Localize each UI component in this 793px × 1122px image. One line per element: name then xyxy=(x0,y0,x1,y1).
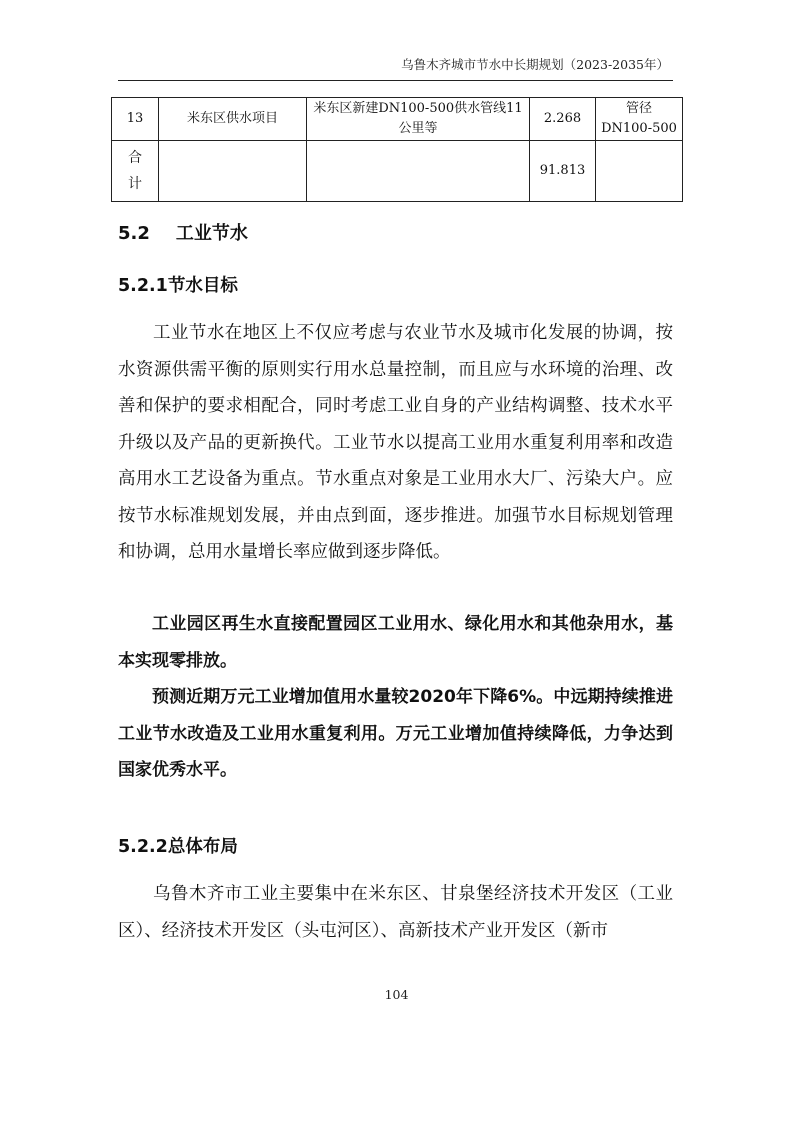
row-index-cell: 13 xyxy=(112,98,159,141)
project-name-cell xyxy=(159,141,307,202)
project-content-line: 米东区新建DN100-500供水管线11 xyxy=(313,101,523,116)
paragraph-industrial-water-saving: 工业节水在地区上不仅应考虑与农业节水及城市化发展的协调，按水资源供需平衡的原则实行用水总量控制，而且应与水环境的治理、改善和保护的要求相配合，同时考虑工业自身的产业结构调整、技术水平升级以及产品的更新换代。工业节水以提高工业用水重复利用率和改造高用水工艺设备为重点。节水重点对象是工业用水大厂、污染大户。应按节水标准规划发展，并由点到面，逐步推进。加强节水目标规划管理和协调，总用水量增长率应做到逐步降低。 xyxy=(118,323,673,562)
header-rule xyxy=(118,80,673,81)
project-content-cell xyxy=(307,98,530,141)
note-line: 管径 xyxy=(625,101,652,116)
section-title: 总体布局 xyxy=(167,837,238,857)
section-number: 5.2.2 xyxy=(118,837,168,857)
paragraph-reclaimed-water: 工业园区再生水直接配置园区工业用水、绿化用水和其他杂用水，基本实现零排放。 xyxy=(118,614,673,671)
section-heading-5-2-1 xyxy=(118,272,238,297)
table-row xyxy=(112,98,683,141)
paragraph-layout: 乌鲁木齐市工业主要集中在米东区、甘泉堡经济技术开发区（工业区）、经济技术开发区（头屯河区）、高新技术产业开发区（新市 xyxy=(118,884,673,941)
section-number: 5.2 xyxy=(118,223,150,244)
project-content-line: 公里等 xyxy=(398,121,438,136)
total-label-char: 合 xyxy=(128,150,142,166)
table-row-total xyxy=(112,141,683,202)
project-name-cell: 米东区供水项目 xyxy=(159,98,307,141)
note-line: DN100-500 xyxy=(601,121,677,136)
section-heading-5-2 xyxy=(118,219,248,245)
page-number: 104 xyxy=(384,987,409,1002)
section-heading-5-2-2 xyxy=(118,833,238,858)
amount-cell: 2.268 xyxy=(530,98,596,141)
section-title: 节水目标 xyxy=(167,276,238,296)
running-header: 乌鲁木齐城市节水中长期规划（2023-2035年） xyxy=(401,57,669,72)
note-cell xyxy=(596,98,683,141)
total-label-cell xyxy=(112,141,159,202)
note-cell xyxy=(596,141,683,202)
section-title: 工业节水 xyxy=(175,223,248,244)
project-content-cell xyxy=(307,141,530,202)
section-number: 5.2.1 xyxy=(118,276,168,296)
total-label-char: 计 xyxy=(128,176,142,192)
total-amount-cell: 91.813 xyxy=(530,141,596,202)
paragraph-forecast: 预测近期万元工业增加值用水量较2020年下降6%。中远期持续推进工业节水改造及工业用水重复利用。万元工业增加值持续降低，力争达到国家优秀水平。 xyxy=(118,687,673,780)
project-table xyxy=(111,97,683,202)
